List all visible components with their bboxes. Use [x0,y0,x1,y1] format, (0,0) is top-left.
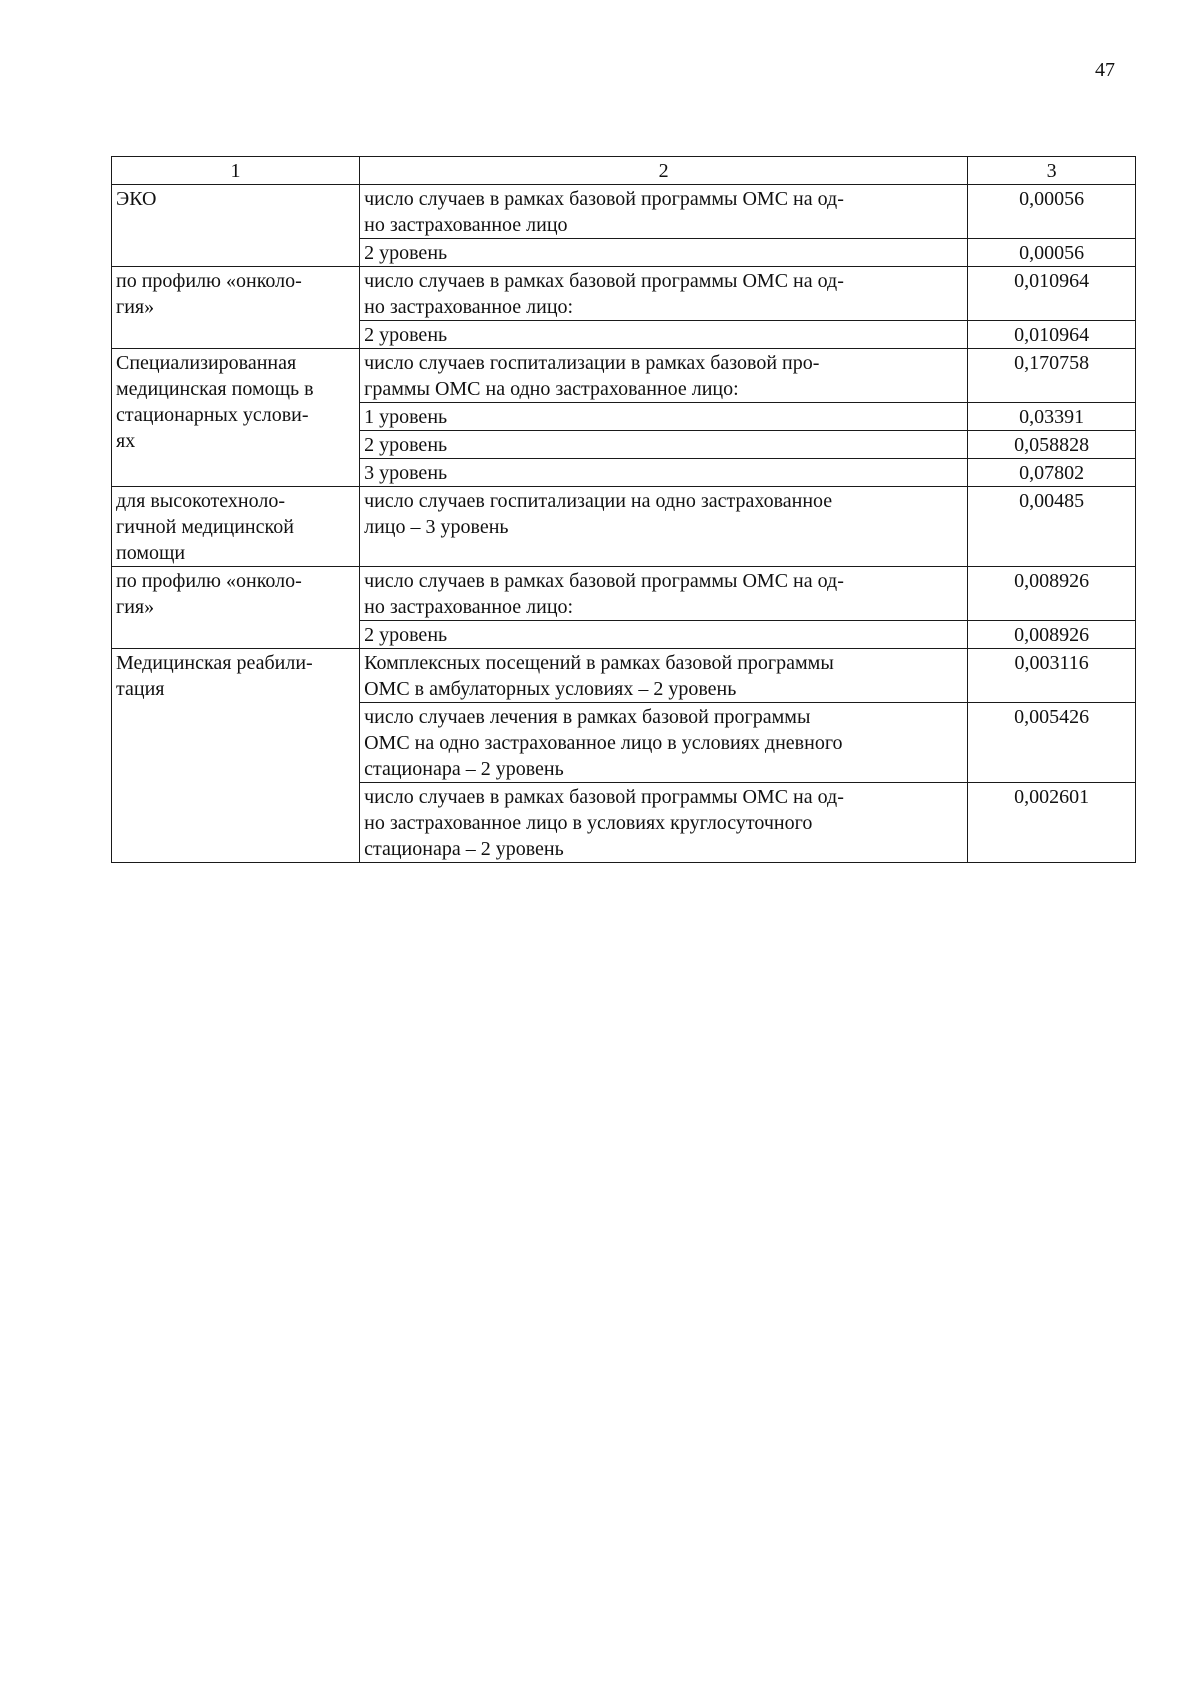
indicator-cell: 2 уровень [360,239,968,267]
value-cell: 0,07802 [968,459,1136,487]
indicator-cell: 1 уровень [360,403,968,431]
indicator-cell: число случаев в рамках базовой программы ОМС на од- но застрахованное лицо [360,185,968,239]
category-cell: по профилю «онколо- гия» [112,567,360,649]
page-number: 47 [1095,59,1115,81]
table-row [112,349,1136,403]
value-cell: 0,008926 [968,621,1136,649]
indicator-cell: число случаев госпитализации на одно застрахованное лицо – 3 уровень [360,487,968,567]
table-row [112,567,1136,621]
value-cell: 0,00056 [968,185,1136,239]
table-body [112,157,1136,863]
header-cell-2: 2 [360,157,968,185]
value-cell: 0,00485 [968,487,1136,567]
category-cell: по профилю «онколо- гия» [112,267,360,349]
indicator-cell: число случаев в рамках базовой программы ОМС на од- но застрахованное лицо в условиях круглосуточного стационара – 2 уровень [360,783,968,863]
indicator-cell: Комплексных посещений в рамках базовой программы ОМС в амбулаторных условиях – 2 уровень [360,649,968,703]
table-header-row [112,157,1136,185]
value-cell: 0,010964 [968,267,1136,321]
indicator-cell: 2 уровень [360,431,968,459]
value-cell: 0,170758 [968,349,1136,403]
norms-table [111,156,1136,863]
value-cell: 0,008926 [968,567,1136,621]
value-cell: 0,005426 [968,703,1136,783]
header-cell-1: 1 [112,157,360,185]
value-cell: 0,00056 [968,239,1136,267]
value-cell: 0,003116 [968,649,1136,703]
category-cell: ЭКО [112,185,360,267]
value-cell: 0,03391 [968,403,1136,431]
indicator-cell: 3 уровень [360,459,968,487]
table-row [112,267,1136,321]
table-row [112,487,1136,567]
indicator-cell: 2 уровень [360,321,968,349]
category-cell: для высокотехноло- гичной медицинской помощи [112,487,360,567]
indicator-cell: число случаев лечения в рамках базовой программы ОМС на одно застрахованное лицо в условиях дневного стационара – 2 уровень [360,703,968,783]
indicator-cell: число случаев госпитализации в рамках базовой про- граммы ОМС на одно застрахованное лицо: [360,349,968,403]
indicator-cell: число случаев в рамках базовой программы ОМС на од- но застрахованное лицо: [360,567,968,621]
table-row [112,649,1136,703]
category-cell: Специализированная медицинская помощь в стационарных услови- ях [112,349,360,487]
indicator-cell: число случаев в рамках базовой программы ОМС на од- но застрахованное лицо: [360,267,968,321]
indicator-cell: 2 уровень [360,621,968,649]
table-row [112,185,1136,239]
value-cell: 0,058828 [968,431,1136,459]
value-cell: 0,002601 [968,783,1136,863]
value-cell: 0,010964 [968,321,1136,349]
category-cell: Медицинская реабили- тация [112,649,360,863]
header-cell-3: 3 [968,157,1136,185]
